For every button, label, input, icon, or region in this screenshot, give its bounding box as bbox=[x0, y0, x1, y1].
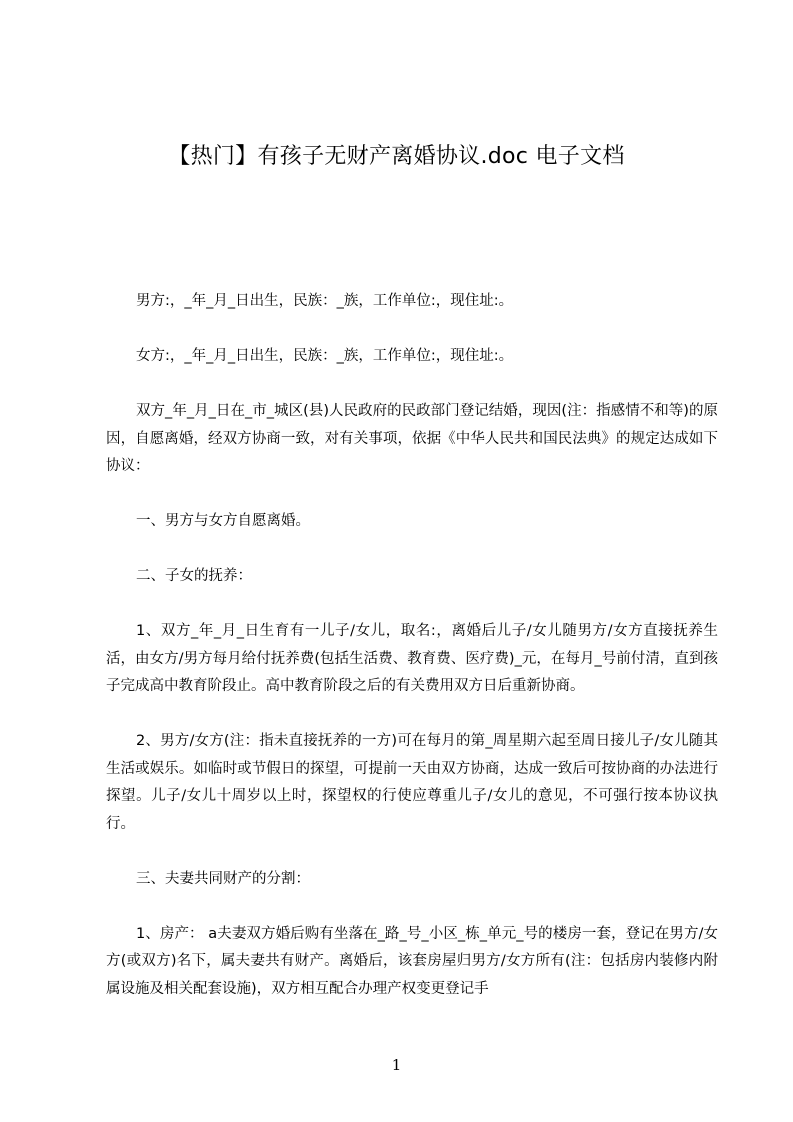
document-title: 【热门】有孩子无财产离婚协议.doc 电子文档 bbox=[168, 144, 625, 169]
paragraph-visitation: 2、男方/女方(注：指未直接抚养的一方)可在每月的第_周星期六起至周日接儿子/女儿随其生活或娱乐。如临时或节假日的探望，可提前一天由双方协商，达成一致后可按协商的办法进行探望。儿子/女儿十周岁以上时，探望权的行使应尊重儿子/女儿的意见，不可强行按本协议执行。 bbox=[106, 733, 718, 832]
paragraph-section-1: 一、男方与女方自愿离婚。 bbox=[136, 513, 310, 529]
paragraph-property: 1、房产： a夫妻双方婚后购有坐落在_路_号_小区_栋_单元_号的楼房一套，登记在男方/女方(或双方)名下，属夫妻共有财产。离婚后，该套房屋归男方/女方所有(注：包括房内装修内附属设施及相关配套设施)，双方相互配合办理产权变更登记手 bbox=[106, 925, 718, 997]
paragraph-custody: 1、双方_年_月_日生育有一儿子/女儿，取名:，离婚后儿子/女儿随男方/女方直接抚养生活，由女方/男方每月给付抚养费(包括生活费、教育费、医疗费)_元，在每月_号前付清，直到孩子完成高中教育阶段止。高中教育阶段之后的有关费用双方日后重新协商。 bbox=[106, 623, 718, 694]
paragraph-husband-info: 男方:，_年_月_日出生，民族：_族，工作单位:，现住址:。 bbox=[136, 293, 514, 309]
paragraph-preamble: 双方_年_月_日在_市_城区(县)人民政府的民政部门登记结婚，现因(注：指感情不和等)的原因，自愿离婚，经双方协商一致，对有关事项，依据《中华人民共和国民法典》的规定达成如下协议： bbox=[106, 403, 718, 474]
page-number: 1 bbox=[391, 1056, 402, 1074]
paragraph-wife-info: 女方:，_年_月_日出生，民族：_族，工作单位:，现住址:。 bbox=[136, 348, 514, 364]
document-body bbox=[106, 288, 718, 1031]
paragraph-section-2-heading: 二、子女的抚养： bbox=[136, 568, 252, 584]
paragraph-section-3-heading: 三、夫妻共同财产的分割： bbox=[136, 870, 310, 887]
